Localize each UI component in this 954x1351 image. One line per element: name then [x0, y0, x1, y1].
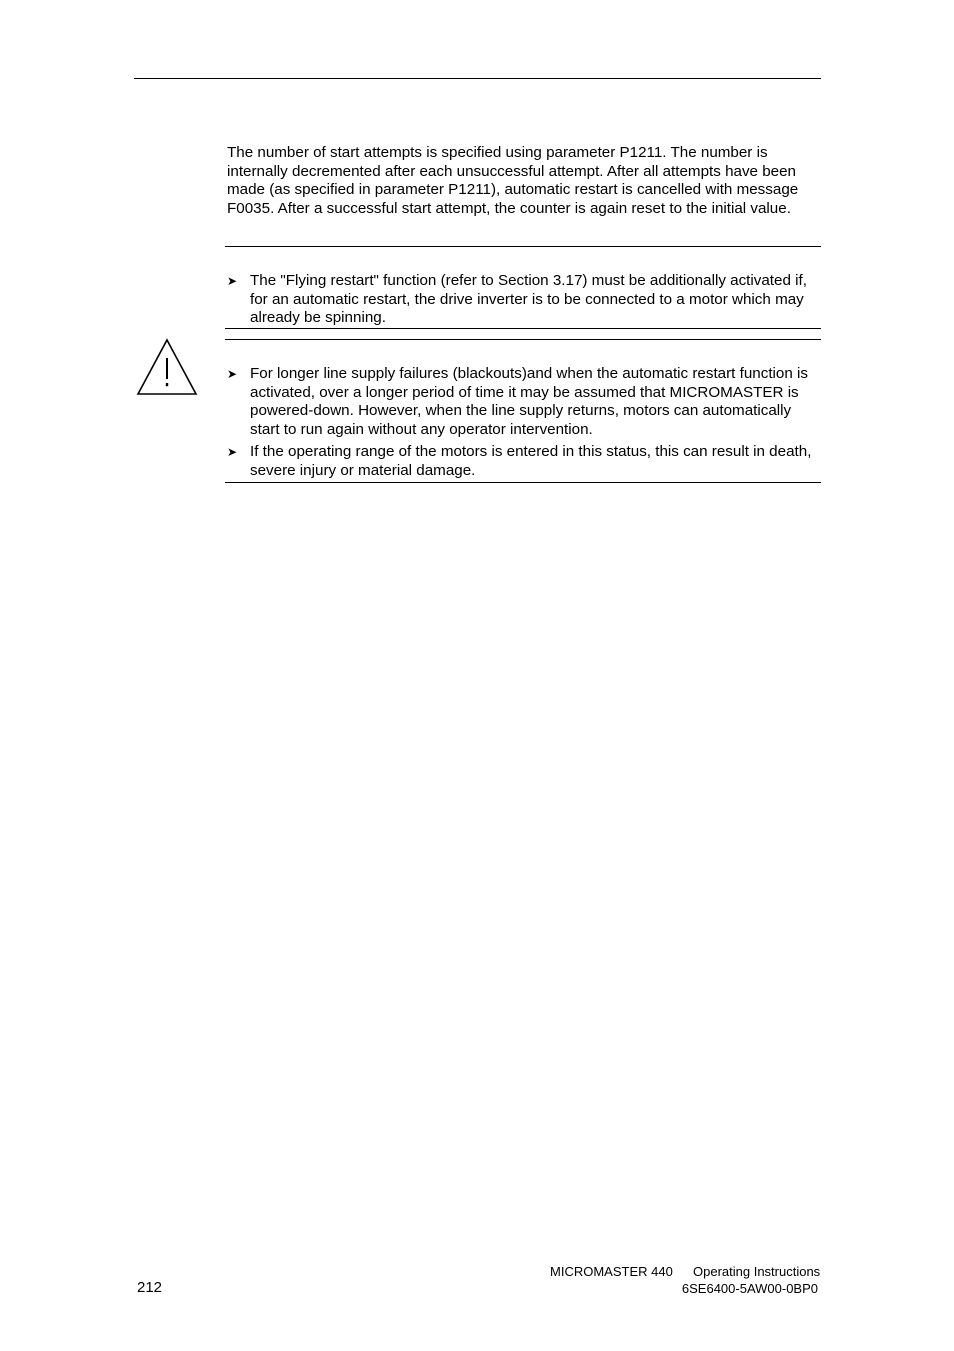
note-bottom-rule — [225, 328, 821, 329]
arrowhead-bullet-icon: ➤ — [227, 445, 238, 460]
warning-item — [227, 443, 819, 480]
warning-bottom-rule — [225, 482, 821, 483]
note-item — [227, 272, 819, 328]
note-list — [227, 272, 819, 332]
footer-doc-type: Operating Instructions — [693, 1264, 821, 1279]
note-top-rule — [225, 246, 821, 247]
warning-triangle-icon — [136, 338, 198, 396]
warning-item-text: If the operating range of the motors is entered in this status, this can result in death, severe injury or material damage. — [250, 443, 812, 479]
arrowhead-bullet-icon: ➤ — [227, 274, 238, 288]
footer-product: MICROMASTER 440 — [550, 1264, 673, 1279]
header-rule — [134, 78, 821, 79]
footer-order-number: 6SE6400-5AW00-0BP0 — [681, 1281, 818, 1296]
warning-item-text: For longer line supply failures (blackouts)and when the automatic restart function is activated, over a longer period of time it may be assumed that MICROMASTER is powered-down. However, when the line supply returns, motors can automatically start to run again without any operator intervention. — [250, 365, 808, 438]
note-item-text: The "Flying restart" function (refer to Section 3.17) must be additionally activated if, for an automatic restart, the drive inverter is to be connected to a motor which may already be spinning. — [250, 272, 807, 327]
intro-paragraph: The number of start attempts is specified using parameter P1211. The number is internally decremented after each unsuccessful attempt. After all attempts have been made (as specified in parameter P1211), automatic restart is cancelled with message F0035. After a successful start attempt, the counter is again reset to the initial value. — [227, 144, 799, 217]
page-number: 212 — [137, 1279, 163, 1296]
warning-top-rule — [225, 339, 821, 340]
warning-item — [227, 365, 819, 439]
warning-list — [227, 365, 819, 485]
arrowhead-bullet-icon: ➤ — [227, 367, 238, 381]
